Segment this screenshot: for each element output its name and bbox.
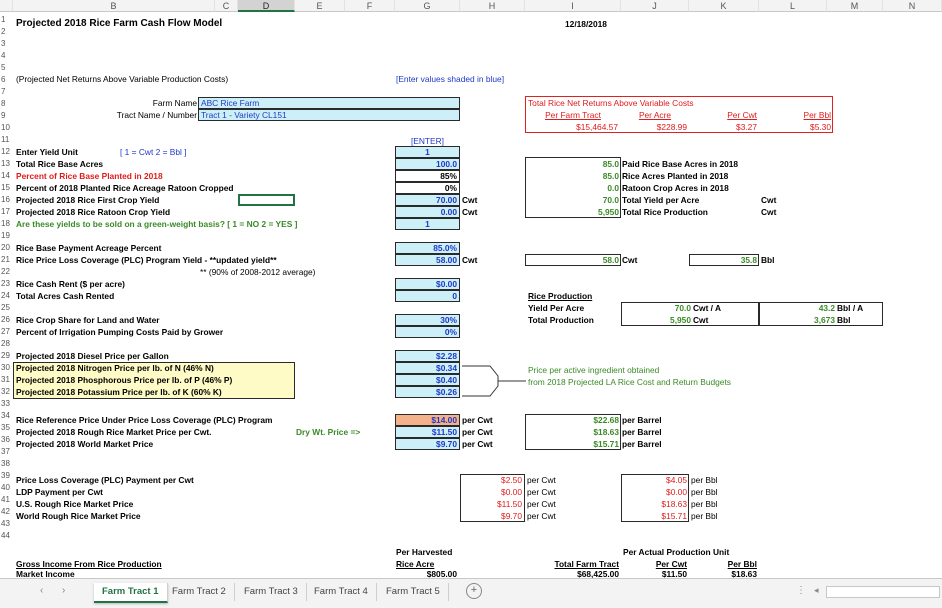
world-market-price-cwt: $9.70 — [501, 511, 522, 521]
total-production-cwt-unit: Cwt — [693, 315, 709, 325]
column-header-f[interactable]: F — [345, 0, 395, 12]
row-header[interactable]: 25 — [1, 303, 10, 312]
per-production-unit-header: Per Actual Production Unit — [623, 547, 730, 557]
first-crop-yield-label: Projected 2018 Rice First Crop Yield — [16, 195, 160, 205]
plc-yield-unit: Cwt — [462, 255, 478, 265]
summary-per-bbl-header: Per Bbl — [803, 110, 831, 120]
yield-per-acre-cwt: 70.0 — [674, 303, 691, 313]
us-market-price-bbl: $18.63 — [661, 499, 687, 509]
paid-base-acres-label: Paid Rice Base Acres in 2018 — [622, 159, 739, 169]
plc-yield-value[interactable]: 58.00 — [436, 255, 457, 265]
row-header[interactable]: 37 — [1, 447, 10, 456]
row-header[interactable]: 26 — [1, 315, 10, 324]
ldp-payment-bbl: $0.00 — [666, 487, 687, 497]
us-market-price-cwt-unit: per Cwt — [527, 499, 556, 509]
summary-per-acre-value: $228.99 — [656, 122, 687, 132]
column-header-l[interactable]: L — [759, 0, 827, 12]
world-price-unit: per Cwt — [462, 439, 493, 449]
nitrogen-price-label: Projected 2018 Nitrogen Price per lb. of N (46% N) — [16, 363, 214, 373]
row-header[interactable]: 42 — [1, 507, 10, 516]
column-header-m[interactable]: M — [827, 0, 883, 12]
total-production-unit: Cwt — [761, 207, 777, 217]
world-market-price-label: World Rough Rice Market Price — [16, 511, 141, 521]
planted-percent-label: Percent of Rice Base Planted in 2018 — [16, 171, 163, 181]
row-header[interactable]: 40 — [1, 483, 10, 492]
green-weight-value[interactable]: 1 — [425, 219, 430, 229]
tab-split-handle-icon[interactable]: ⋮ — [796, 585, 806, 596]
summary-per-bbl-value: $5.30 — [810, 122, 831, 132]
crop-share-label: Rice Crop Share for Land and Water — [16, 315, 160, 325]
first-crop-yield-unit: Cwt — [462, 195, 478, 205]
column-header-g[interactable]: G — [395, 0, 460, 12]
row-header[interactable]: 43 — [1, 519, 10, 528]
tab-farm-tract-3[interactable]: Farm Tract 3 — [236, 583, 307, 601]
ratoon-yield-label: Projected 2018 Rice Ratoon Crop Yield — [16, 207, 171, 217]
ratoon-yield-unit: Cwt — [462, 207, 478, 217]
total-production-bbl: 3,673 — [814, 315, 835, 325]
world-price-label: Projected 2018 World Market Price — [16, 439, 154, 449]
farm-name-value[interactable]: ABC Rice Farm — [201, 98, 260, 108]
column-header-b[interactable]: B — [13, 0, 215, 12]
column-header-e[interactable]: E — [295, 0, 345, 12]
row-header[interactable]: 38 — [1, 459, 10, 468]
add-sheet-icon[interactable]: + — [466, 583, 482, 599]
scroll-left-icon[interactable]: ‹ — [40, 585, 44, 596]
cash-rent-value[interactable]: $0.00 — [436, 279, 457, 289]
row-header[interactable]: 1 — [1, 15, 6, 24]
total-yield-unit: Cwt — [761, 195, 777, 205]
row-header[interactable]: 21 — [1, 255, 10, 264]
reference-price-unit: per Cwt — [462, 415, 493, 425]
row-header[interactable]: 32 — [1, 387, 10, 396]
row-header[interactable]: 15 — [1, 183, 10, 192]
row-header[interactable]: 13 — [1, 159, 10, 168]
hscroll-left-icon[interactable]: ◂ — [814, 585, 819, 595]
column-header-j[interactable]: J — [621, 0, 689, 12]
model-title: Projected 2018 Rice Farm Cash Flow Model — [16, 18, 223, 29]
us-market-price-bbl-unit: per Bbl — [691, 499, 718, 509]
acres-rented-value[interactable]: 0 — [452, 291, 457, 301]
production-title: Rice Production — [528, 291, 593, 301]
tab-farm-tract-4[interactable]: Farm Tract 4 — [306, 583, 377, 601]
per-cwt-header: Per Cwt — [655, 559, 687, 569]
irrigation-percent-label: Percent of Irrigation Pumping Costs Paid by Grower — [16, 327, 224, 337]
reference-price-label: Rice Reference Price Under Price Loss Coverage (PLC) Program — [16, 415, 273, 425]
row-header[interactable]: 18 — [1, 219, 10, 228]
yield-per-acre-cwt-unit: Cwt / A — [693, 303, 722, 313]
world-market-price-bbl: $15.71 — [661, 511, 687, 521]
yield-unit-label: Enter Yield Unit — [16, 147, 78, 157]
yield-per-acre-label: Yield Per Acre — [528, 303, 585, 313]
total-production-cwt: 5,950 — [670, 315, 691, 325]
row-header[interactable]: 9 — [1, 111, 6, 120]
row-header[interactable]: 4 — [1, 51, 6, 60]
row-header[interactable]: 8 — [1, 99, 6, 108]
green-weight-label: Are these yields to be sold on a green-weight basis? [ 1 = NO 2 = YES ] — [16, 219, 298, 229]
base-acres-label: Total Rice Base Acres — [16, 159, 104, 169]
horizontal-scrollbar[interactable] — [826, 586, 940, 598]
plc-payment-label: Price Loss Coverage (PLC) Payment per Cwt — [16, 475, 194, 485]
us-market-price-label: U.S. Rough Rice Market Price — [16, 499, 134, 509]
row-header[interactable]: 20 — [1, 243, 10, 252]
ldp-payment-bbl-unit: per Bbl — [691, 487, 718, 497]
row-header[interactable]: 30 — [1, 363, 10, 372]
summary-per-farm-tract-value: $15,464.57 — [576, 122, 618, 132]
row-header[interactable]: 7 — [1, 87, 6, 96]
fertilizer-note-line2: from 2018 Projected LA Rice Cost and Return Budgets — [528, 377, 731, 387]
column-header-d[interactable]: D — [238, 0, 295, 12]
total-production-value: 5,950 — [598, 207, 619, 217]
world-market-price-cwt-unit: per Cwt — [527, 511, 556, 521]
market-income-per-bbl: $18.63 — [731, 569, 757, 578]
row-header[interactable]: 29 — [1, 351, 10, 360]
model-date: 12/18/2018 — [565, 19, 607, 29]
plc-payment-cwt: $2.50 — [501, 475, 522, 485]
row-header[interactable]: 5 — [1, 63, 6, 72]
dry-weight-price-label: Dry Wt. Price => — [296, 427, 361, 437]
row-header[interactable]: 23 — [1, 279, 10, 288]
market-income-per-acre: $805.00 — [426, 569, 457, 578]
fertilizer-note-line1: Price per active ingredient obtained — [528, 365, 660, 375]
corner-select-all[interactable] — [0, 0, 13, 12]
reference-price-barrel-unit: per Barrel — [622, 415, 662, 425]
base-payment-percent-label: Rice Base Payment Acreage Percent — [16, 243, 162, 253]
world-price-barrel-unit: per Barrel — [622, 439, 662, 449]
planted-acres-value: 85.0 — [602, 171, 619, 181]
planted-percent-value[interactable]: 85% — [440, 171, 457, 181]
plc-payment-cwt-unit: per Cwt — [527, 475, 556, 485]
per-harvested-header: Per Harvested — [396, 547, 453, 557]
ratoon-yield-value[interactable]: 0.00 — [440, 207, 457, 217]
row-header[interactable]: 6 — [1, 75, 6, 84]
ratoon-percent-label: Percent of 2018 Planted Rice Acreage Ratoon Cropped — [16, 183, 234, 193]
plc-yield-label: Rice Price Loss Coverage (PLC) Program Yield - **updated yield** — [16, 255, 277, 265]
tab-farm-tract-2[interactable]: Farm Tract 2 — [164, 583, 235, 601]
row-header[interactable]: 22 — [1, 267, 10, 276]
row-header[interactable]: 12 — [1, 147, 10, 156]
phosphorous-price-value[interactable]: $0.40 — [436, 375, 457, 385]
plc-payment-bbl-unit: per Bbl — [691, 475, 718, 485]
row-header[interactable]: 24 — [1, 291, 10, 300]
column-header-h[interactable]: H — [460, 0, 525, 12]
ldp-payment-cwt: $0.00 — [501, 487, 522, 497]
crop-share-value[interactable]: 30% — [440, 315, 457, 325]
fertilizer-bracket — [460, 362, 530, 400]
reference-price-value[interactable]: $14.00 — [431, 415, 457, 425]
ldp-payment-cwt-unit: per Cwt — [527, 487, 556, 497]
column-header-n[interactable]: N — [883, 0, 942, 12]
row-header[interactable]: 31 — [1, 375, 10, 384]
market-price-label: Projected 2018 Rough Rice Market Price per Cwt. — [16, 427, 212, 437]
reference-price-barrel: $22.68 — [593, 415, 619, 425]
row-header[interactable]: 28 — [1, 339, 10, 348]
total-yield-value: 70.0 — [602, 195, 619, 205]
nitrogen-price-value[interactable]: $0.34 — [436, 363, 457, 373]
summary-per-cwt-header: Per Cwt — [727, 110, 757, 120]
ratoon-acres-value: 0.0 — [607, 183, 619, 193]
diesel-price-value[interactable]: $2.28 — [436, 351, 457, 361]
row-header[interactable]: 36 — [1, 435, 10, 444]
us-market-price-cwt: $11.50 — [497, 499, 522, 509]
farm-name-label: Farm Name — [152, 98, 197, 108]
tract-value[interactable]: Tract 1 - Variety CL151 — [201, 110, 287, 120]
market-price-value[interactable]: $11.50 — [431, 427, 457, 437]
yield-unit-hint: [ 1 = Cwt 2 = Bbl ] — [120, 147, 187, 157]
summary-per-farm-tract-header: Per Farm Tract — [545, 110, 601, 120]
scroll-right-icon[interactable]: › — [62, 585, 66, 596]
summary-per-acre-header: Per Acre — [638, 110, 672, 120]
ldp-payment-label: LDP Payment per Cwt — [16, 487, 103, 497]
plc-yield-note: ** (90% of 2008-2012 average) — [200, 267, 316, 277]
rice-acre-header: Rice Acre — [396, 559, 435, 569]
market-income-label: Market Income — [16, 569, 75, 578]
irrigation-percent-value[interactable]: 0% — [444, 327, 457, 337]
row-header[interactable]: 33 — [1, 399, 10, 408]
world-price-value[interactable]: $9.70 — [436, 439, 457, 449]
sheet-tab-bar — [0, 578, 942, 608]
plc-yield-bbl-value: 35.8 — [740, 255, 757, 265]
ratoon-percent-value[interactable]: 0% — [444, 183, 457, 193]
row-header[interactable]: 11 — [1, 135, 10, 144]
ratoon-acres-label: Ratoon Crop Acres in 2018 — [622, 183, 729, 193]
acres-rented-label: Total Acres Cash Rented — [16, 291, 115, 301]
per-bbl-header: Per Bbl — [727, 559, 757, 569]
base-payment-percent-value[interactable]: 85.0% — [433, 243, 457, 253]
enter-header: [ENTER] — [410, 136, 445, 146]
market-price-barrel: $18.63 — [593, 427, 619, 437]
summary-per-cwt-value: $3.27 — [736, 122, 757, 132]
potassium-price-value[interactable]: $0.26 — [436, 387, 457, 397]
plc-yield-cwt-value: 58.0 — [602, 255, 619, 265]
tab-farm-tract-5[interactable]: Farm Tract 5 — [378, 583, 449, 601]
tab-farm-tract-1[interactable]: Farm Tract 1 — [94, 583, 168, 603]
plc-yield-bbl-unit: Bbl — [761, 255, 775, 265]
row-header[interactable]: 34 — [1, 411, 10, 420]
market-price-barrel-unit: per Barrel — [622, 427, 662, 437]
potassium-price-label: Projected 2018 Potassium Price per lb. of K (60% K) — [16, 387, 222, 397]
model-subtitle: (Projected Net Returns Above Variable Production Costs) — [16, 74, 229, 84]
first-crop-yield-value[interactable]: 70.00 — [436, 195, 457, 205]
row-header[interactable]: 19 — [1, 231, 10, 240]
summary-title: Total Rice Net Returns Above Variable Costs — [528, 98, 694, 108]
world-market-price-bbl-unit: per Bbl — [691, 511, 718, 521]
market-income-per-cwt: $11.50 — [661, 569, 687, 578]
total-farm-tract-header: Total Farm Tract — [554, 559, 619, 569]
diesel-price-label: Projected 2018 Diesel Price per Gallon — [16, 351, 169, 361]
total-production-label: Total Rice Production — [622, 207, 708, 217]
row-header[interactable]: 44 — [1, 531, 10, 540]
paid-base-acres-value: 85.0 — [602, 159, 619, 169]
world-price-barrel: $15.71 — [593, 439, 619, 449]
row-header[interactable]: 14 — [1, 171, 10, 180]
column-header-k[interactable]: K — [689, 0, 759, 12]
enter-note: [Enter values shaded in blue] — [396, 74, 505, 84]
row-header[interactable]: 35 — [1, 423, 10, 432]
row-header[interactable]: 17 — [1, 207, 10, 216]
row-header[interactable]: 41 — [1, 495, 10, 504]
tract-label: Tract Name / Number — [116, 110, 197, 120]
total-production-bbl-unit: Bbl — [837, 315, 851, 325]
row-header[interactable]: 3 — [1, 39, 6, 48]
column-header-i[interactable]: I — [525, 0, 621, 12]
row-header[interactable]: 16 — [1, 195, 10, 204]
row-header[interactable]: 27 — [1, 327, 10, 336]
base-acres-value[interactable]: 100.0 — [436, 159, 457, 169]
row-header[interactable]: 39 — [1, 471, 10, 480]
total-production-row-label: Total Production — [528, 315, 594, 325]
gross-income-label: Gross Income From Rice Production — [16, 559, 162, 569]
yield-per-acre-bbl-unit: Bbl / A — [837, 303, 864, 313]
total-yield-label: Total Yield per Acre — [622, 195, 700, 205]
phosphorous-price-label: Projected 2018 Phosphorous Price per lb. of P (46% P) — [16, 375, 233, 385]
plc-yield-cwt-unit: Cwt — [622, 255, 638, 265]
plc-payment-bbl: $4.05 — [666, 475, 687, 485]
yield-per-acre-bbl: 43.2 — [818, 303, 835, 313]
cash-rent-label: Rice Cash Rent ($ per acre) — [16, 279, 125, 289]
row-header[interactable]: 10 — [1, 123, 10, 132]
yield-unit-value[interactable]: 1 — [425, 147, 430, 157]
market-income-total: $68,425.00 — [577, 569, 619, 578]
row-header[interactable]: 2 — [1, 27, 6, 36]
market-price-unit: per Cwt — [462, 427, 493, 437]
selected-cell-d13[interactable] — [238, 194, 295, 206]
column-header-c[interactable]: C — [215, 0, 238, 12]
planted-acres-label: Rice Acres Planted in 2018 — [622, 171, 729, 181]
